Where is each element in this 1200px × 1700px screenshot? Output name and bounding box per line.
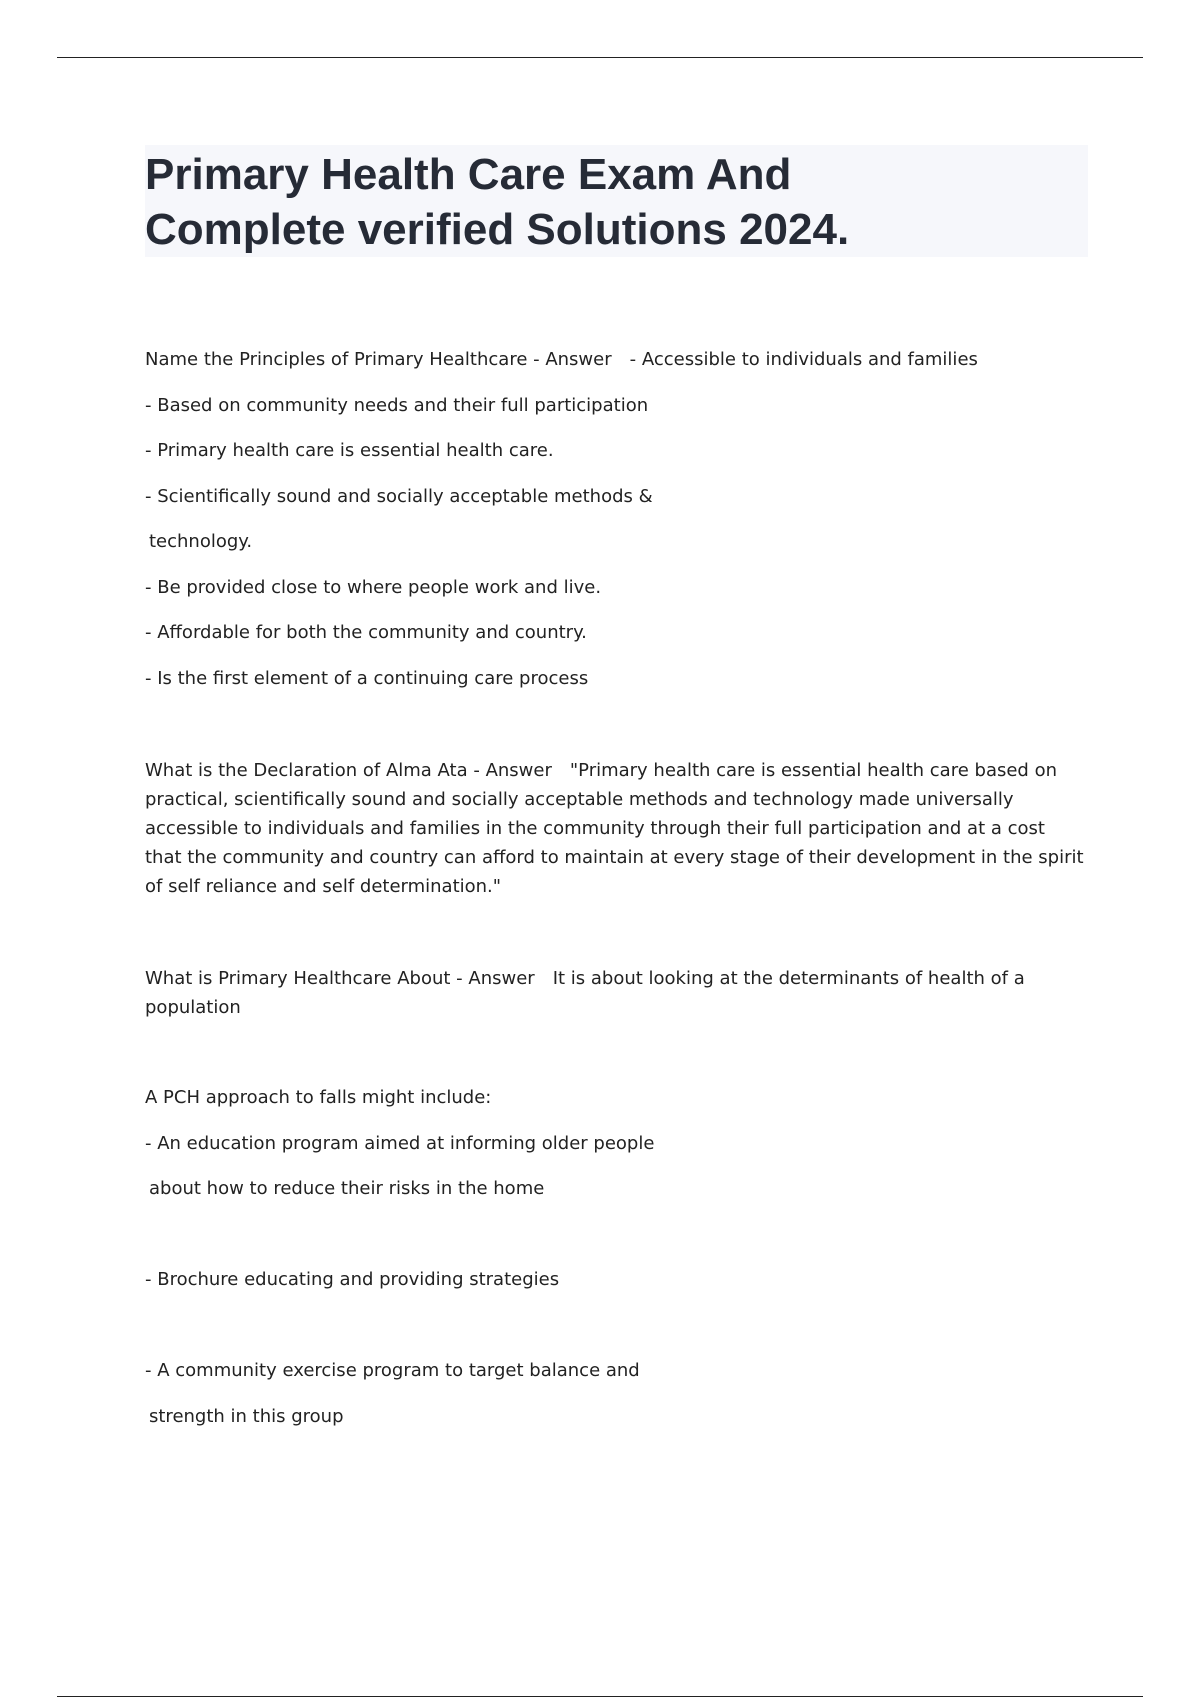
top-rule bbox=[57, 57, 1143, 58]
list-item: - Scientifically sound and socially acceptable methods & bbox=[145, 486, 653, 507]
list-item: - A community exercise program to target balance and bbox=[145, 1360, 640, 1381]
question-1: Name the Principles of Primary Healthcare - Answer bbox=[145, 349, 612, 370]
answer-1-first-item: - Accessible to individuals and families bbox=[629, 349, 978, 370]
bottom-rule bbox=[57, 1696, 1143, 1697]
page-title-line-2: Complete verified Solutions 2024. bbox=[145, 205, 850, 254]
list-item-continuation: about how to reduce their risks in the home bbox=[149, 1178, 545, 1199]
list-item-continuation: strength in this group bbox=[149, 1406, 344, 1427]
question-4-heading: A PCH approach to falls might include: bbox=[145, 1087, 492, 1108]
page-title-line-1: Primary Health Care Exam And bbox=[145, 150, 792, 199]
list-item: - Based on community needs and their full participation bbox=[145, 395, 649, 416]
answer-2: "Primary health care is essential health care based on practical, scientifically sound and socially acceptable methods and technology made universally accessible to individuals and families in the community through their full participation and at a cost that the community and country can afford to maintain at every stage of their development in the spirit of self reliance and self determination." bbox=[145, 760, 1084, 897]
question-3: What is Primary Healthcare About - Answer bbox=[145, 968, 535, 989]
question-2: What is the Declaration of Alma Ata - Answer bbox=[145, 760, 552, 781]
title-block bbox=[145, 145, 1088, 257]
question-3-block bbox=[145, 964, 1085, 1022]
list-item: - Be provided close to where people work and live. bbox=[145, 577, 602, 598]
answer-3: It is about looking at the determinants of health of a population bbox=[145, 968, 1025, 1018]
list-item-continuation: technology. bbox=[149, 531, 253, 552]
question-2-block bbox=[145, 756, 1085, 901]
question-1-line bbox=[145, 351, 978, 369]
list-item: - Primary health care is essential health care. bbox=[145, 440, 554, 461]
list-item: - Brochure educating and providing strategies bbox=[145, 1269, 560, 1290]
list-item: - Is the first element of a continuing care process bbox=[145, 668, 589, 689]
list-item: - Affordable for both the community and country. bbox=[145, 622, 587, 643]
list-item: - An education program aimed at informing older people bbox=[145, 1133, 655, 1154]
